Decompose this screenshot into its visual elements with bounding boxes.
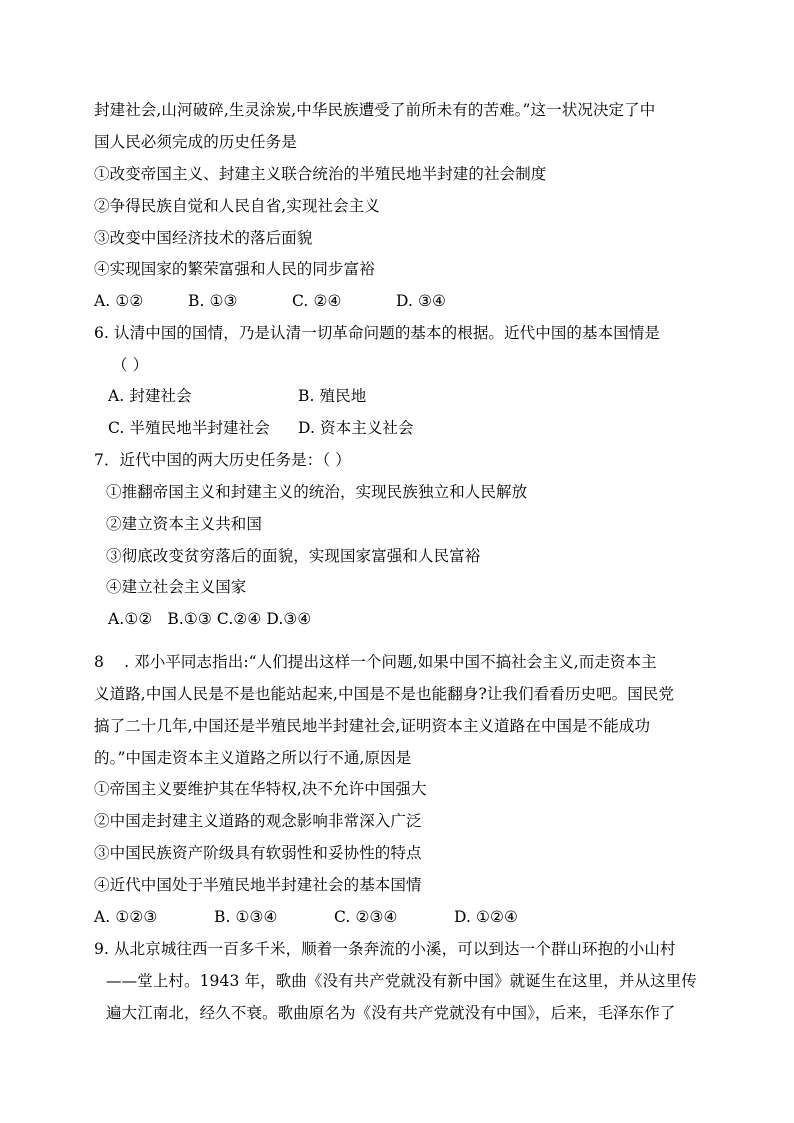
q8-choice-a[interactable]: A. ①②③ (94, 908, 158, 926)
q8-choice-b[interactable]: B. ①③④ (214, 908, 278, 926)
q8-stem-line-1: 8 . 邓小平同志指出:“人们提出这样一个问题,如果中国不搞社会主义,而走资本主 (94, 653, 657, 671)
q6-choice-d[interactable]: D. 资本主义社会 (298, 419, 414, 437)
q8-stem-line-4: 的。”中国走资本主义道路之所以行不通,原因是 (94, 749, 412, 767)
q5-stem-line-2: 国人民必须完成的历史任务是 (94, 133, 297, 151)
q7-stem: 7．近代中国的两大历史任务是：（ ） (94, 451, 351, 469)
q8-option-4: ④近代中国处于半殖民地半封建社会的基本国情 (94, 876, 422, 894)
q8-choice-c[interactable]: C. ②③④ (334, 908, 398, 926)
q9-line-3: 遍大江南北，经久不衰。歌曲原名为《没有共产党就没有中国》，后来，毛泽东作了 (106, 1004, 676, 1022)
q6-choice-a[interactable]: A. 封建社会 (108, 387, 192, 405)
q5-choices (94, 291, 446, 311)
q6-choice-b[interactable]: B. 殖民地 (298, 387, 367, 405)
q6-choice-c[interactable]: C. 半殖民地半封建社会 (108, 419, 270, 437)
q8-choice-d[interactable]: D. ①②④ (454, 908, 519, 926)
q5-stem-line-1: 封建社会,山河破碎,生灵涂炭,中华民族遭受了前所未有的苦难。”这一状况决定了中 (94, 101, 656, 119)
q5-choice-a[interactable]: A. ①② (94, 292, 144, 310)
q5-option-1: ①改变帝国主义、封建主义联合统治的半殖民地半封建的社会制度 (94, 165, 547, 183)
q7-option-1: ①推翻帝国主义和封建主义的统治，实现民族独立和人民解放 (106, 483, 528, 501)
q6-choices-row-2 (108, 418, 414, 438)
q5-option-4: ④实现国家的繁荣富强和人民的同步富裕 (94, 260, 375, 278)
q8-option-2: ②中国走封建主义道路的观念影响非常深入广泛 (94, 812, 422, 830)
q5-option-3: ③改变中国经济技术的落后面貌 (94, 229, 313, 247)
q8-stem-line-3: 搞了二十几年,中国还是半殖民地半封建社会,证明资本主义道路在中国是不能成功 (94, 717, 651, 735)
q8-option-3: ③中国民族资产阶级具有软弱性和妥协性的特点 (94, 844, 422, 862)
q5-choice-d[interactable]: D. ③④ (396, 292, 447, 310)
q6-choices-row-1 (108, 386, 366, 406)
q6-stem-line-2: （ ） (112, 356, 149, 374)
q6-stem-line-1: 6. 认清中国的国情，乃是认清一切革命问题的基本的根据。近代中国的基本国情是 (94, 324, 661, 342)
q8-choices (94, 907, 518, 927)
q8-option-1: ①帝国主义要维护其在华特权,决不允许中国强大 (94, 780, 427, 798)
q5-choice-b[interactable]: B. ①③ (188, 292, 238, 310)
q7-option-4: ④建立社会主义国家 (106, 578, 247, 596)
q9-line-1: 9. 从北京城往西一百多千米，顺着一条奔流的小溪，可以到达一个群山环抱的小山村 (94, 940, 676, 958)
q9-line-2: ——堂上村。1943 年，歌曲《没有共产党就没有新中国》就诞生在这里，并从这里传 (106, 972, 697, 990)
q5-option-2: ②争得民族自觉和人民自省,实现社会主义 (94, 197, 380, 215)
q7-option-3: ③彻底改变贫穷落后的面貌，实现国家富强和人民富裕 (106, 547, 481, 565)
q8-stem-line-2: 义道路,中国人民是不是也能站起来,中国是不是也能翻身?让我们看看历史吧。国民党 (94, 685, 675, 703)
q7-option-2: ②建立资本主义共和国 (106, 515, 263, 533)
q5-choice-c[interactable]: C. ②④ (292, 292, 342, 310)
q7-choices[interactable]: A.①② B.①③ C.②④ D.③④ (108, 610, 312, 628)
